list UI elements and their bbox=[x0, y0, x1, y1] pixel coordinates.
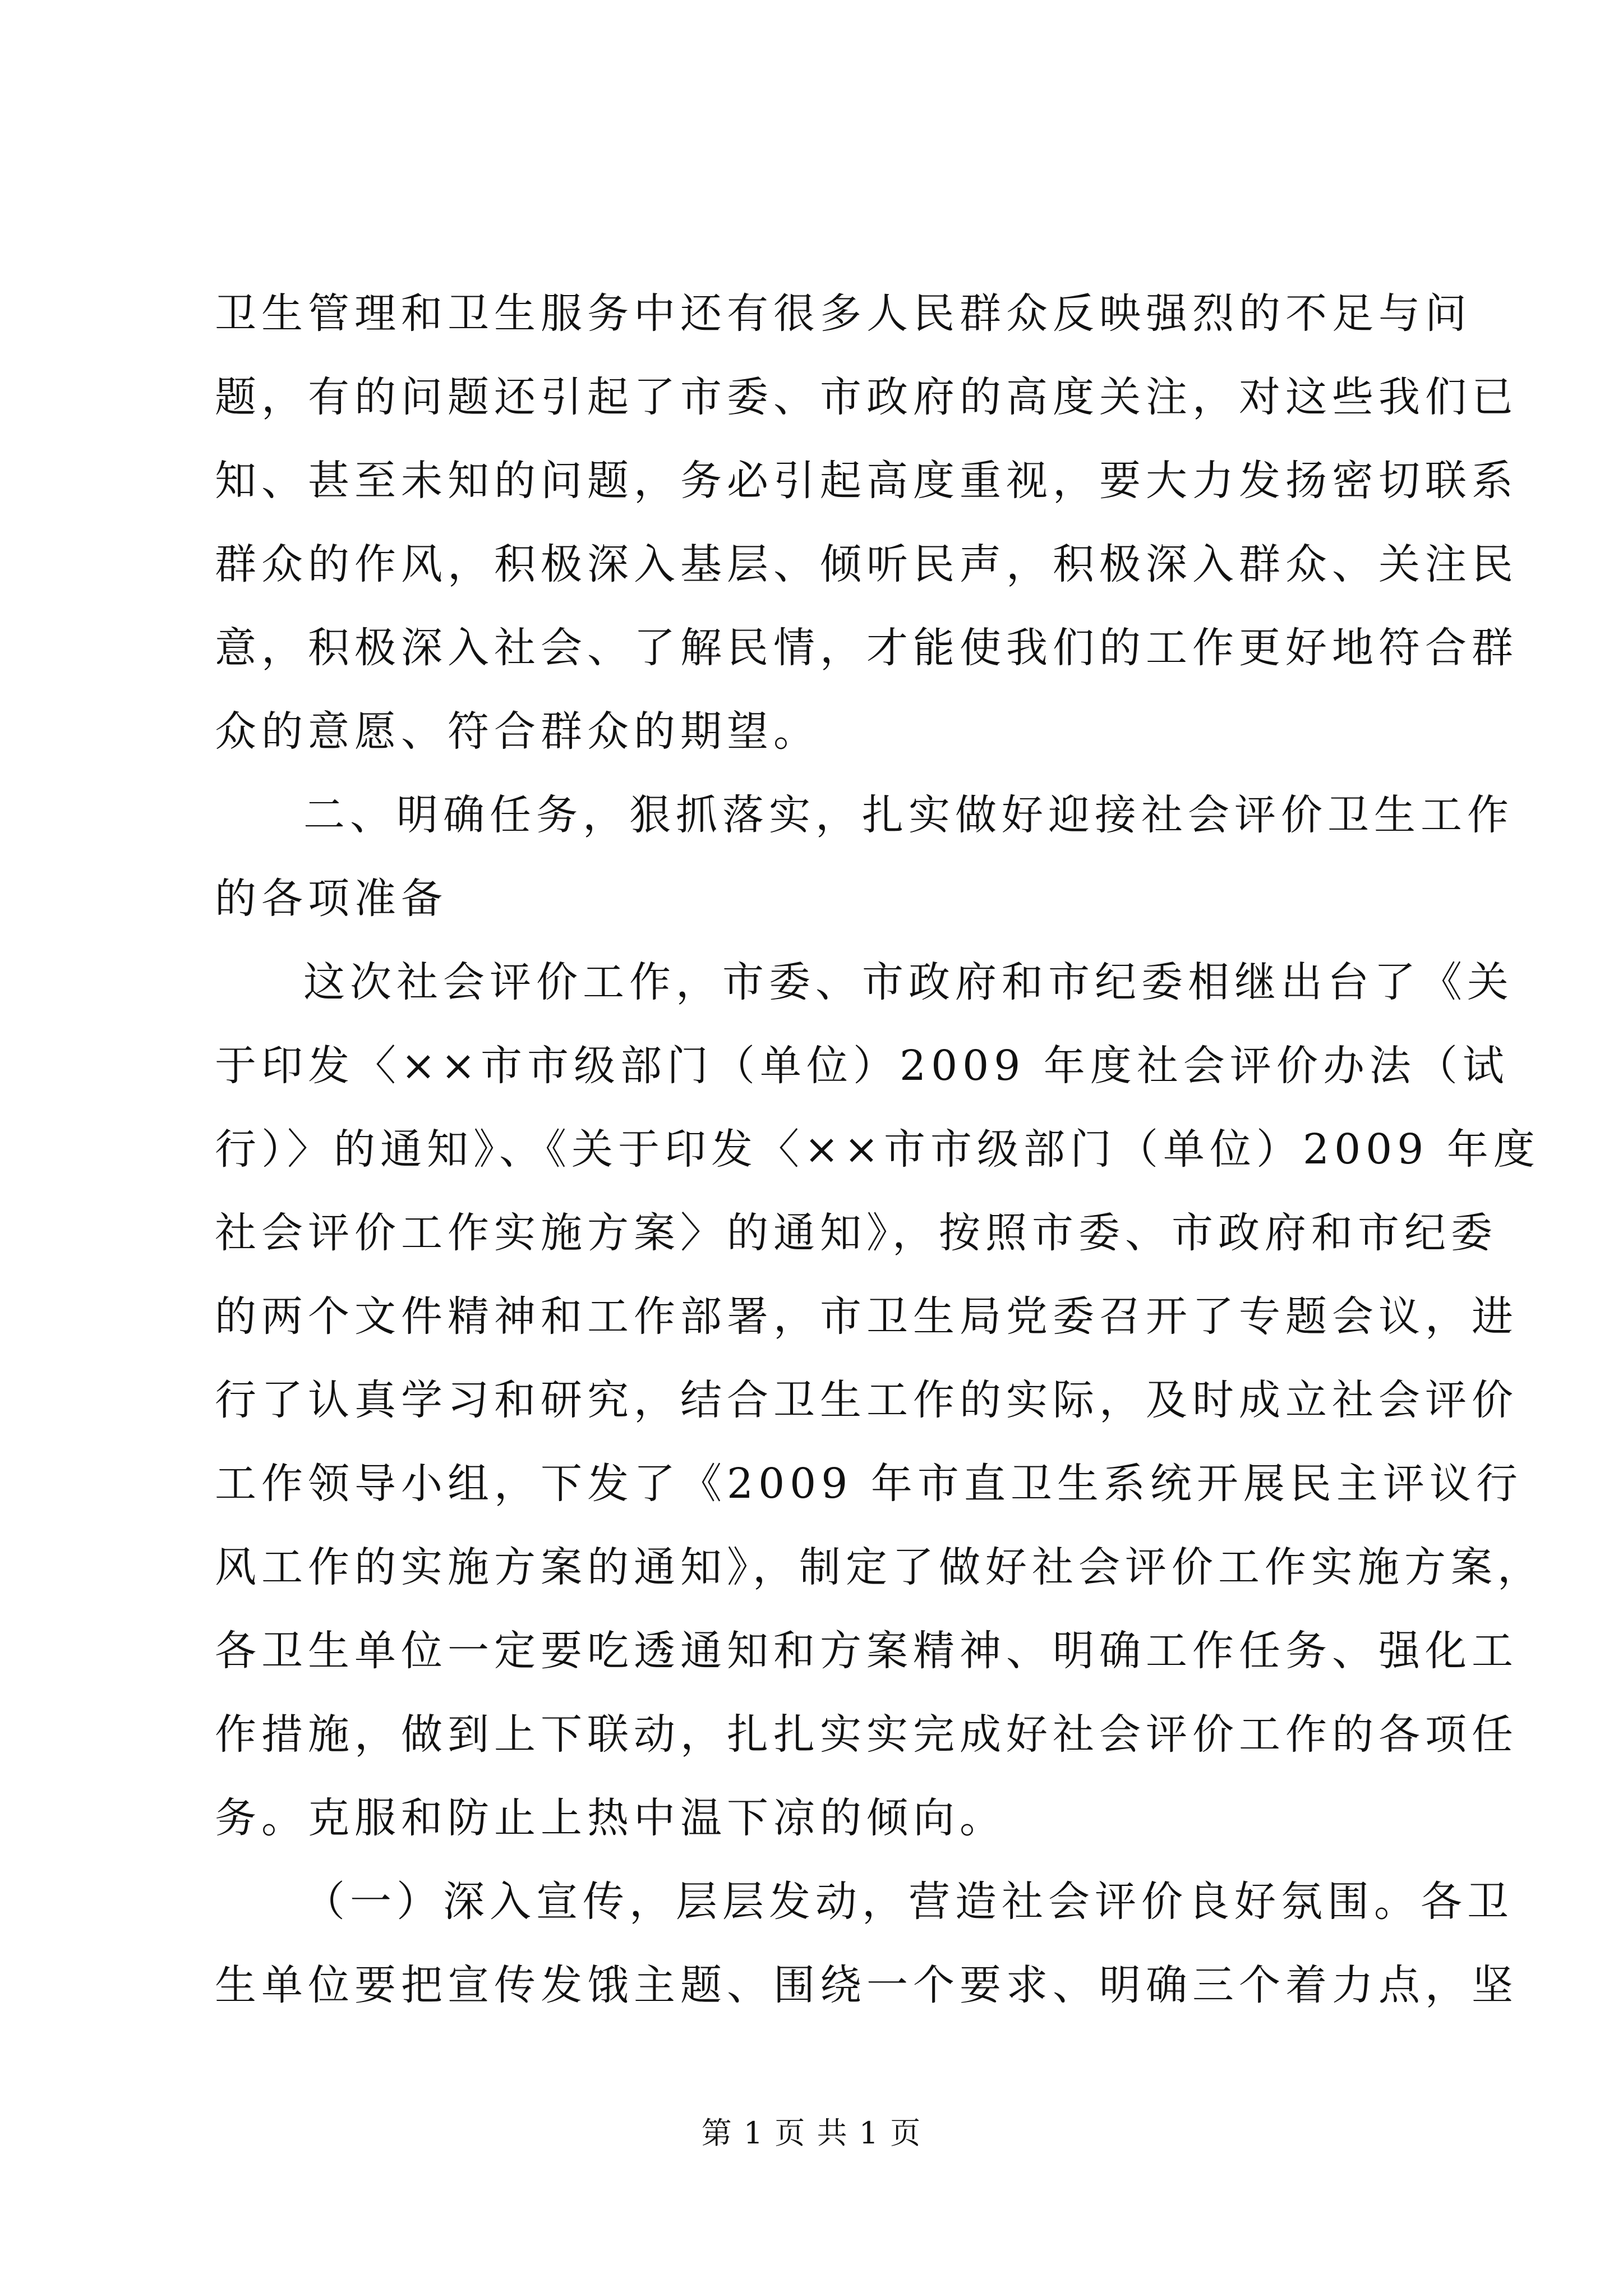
document-body bbox=[215, 272, 1544, 2027]
text-line: 社会评价工作实施方案〉的通知》，按照市委、市政府和市纪委 bbox=[215, 1209, 1497, 1257]
text-line: 行）〉的通知》、《关于印发〈××市市级部门（单位）2009 年度 bbox=[215, 1125, 1540, 1174]
paragraph-start: 这次社会评价工作，市委、市政府和市纪委相继出台了《关 bbox=[303, 958, 1514, 1006]
text-line: 群众的作风，积极深入基层、倾听民声，积极深入群众、关注民 bbox=[215, 540, 1518, 588]
section-heading: 二、明确任务，狠抓落实，扎实做好迎接社会评价卫生工作 bbox=[303, 791, 1514, 839]
text-line: 务。克服和防止上热中温下凉的倾向。 bbox=[215, 1794, 1006, 1842]
subsection-start: （一）深入宣传，层层发动，营造社会评价良好氛围。各卫 bbox=[303, 1878, 1514, 1926]
text-line: 的两个文件精神和工作部署，市卫生局党委召开了专题会议，进 bbox=[215, 1292, 1518, 1341]
text-line: 众的意愿、符合群众的期望。 bbox=[215, 707, 820, 756]
text-line: 风工作的实施方案的通知》，制定了做好社会评价工作实施方案， bbox=[215, 1543, 1544, 1591]
text-line: 知、甚至未知的问题，务必引起高度重视，要大力发扬密切联系 bbox=[215, 457, 1518, 505]
text-line: 各卫生单位一定要吃透通知和方案精神、明确工作任务、强化工 bbox=[215, 1627, 1518, 1675]
section-heading-continued: 的各项准备 bbox=[215, 875, 448, 923]
text-line: 题，有的问题还引起了市委、市政府的高度关注，对这些我们已 bbox=[215, 373, 1518, 421]
text-line: 意，积极深入社会、了解民情，才能使我们的工作更好地符合群 bbox=[215, 624, 1518, 672]
text-line: 生单位要把宣传发饿主题、围绕一个要求、明确三个着力点，坚 bbox=[215, 1961, 1518, 2009]
text-line: 于印发〈××市市级部门（单位）2009 年度社会评价办法（试 bbox=[215, 1042, 1509, 1090]
text-line: 作措施，做到上下联动，扎扎实实完成好社会评价工作的各项任 bbox=[215, 1710, 1518, 1759]
text-line: 工作领导小组，下发了《2009 年市直卫生系统开展民主评议行 bbox=[215, 1460, 1523, 1508]
text-line: 行了认真学习和研究，结合卫生工作的实际，及时成立社会评价 bbox=[215, 1376, 1518, 1424]
text-line: 卫生管理和卫生服务中还有很多人民群众反映强烈的不足与问 bbox=[215, 289, 1472, 338]
page-footer: 第 1 页 共 1 页 bbox=[701, 2115, 922, 2151]
